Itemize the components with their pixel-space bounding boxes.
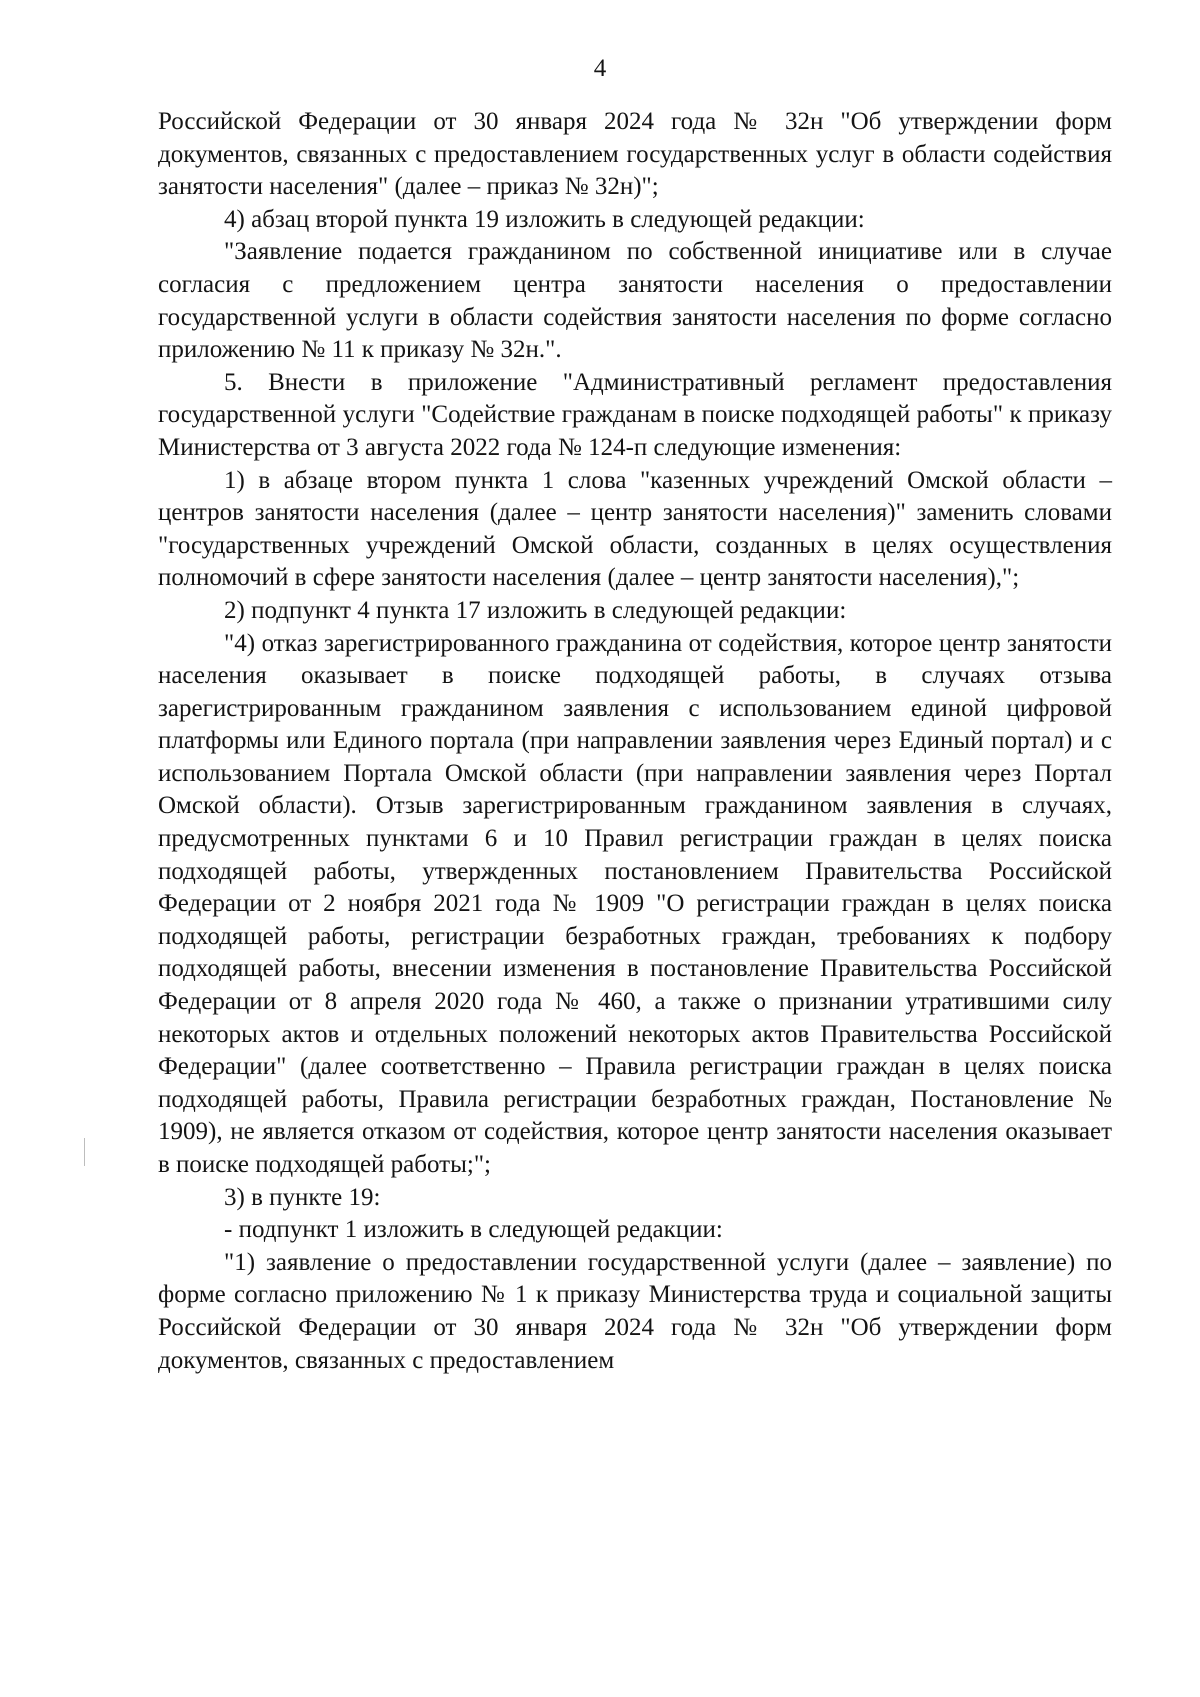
paragraph-quote-refusal: "4) отказ зарегистрированного гражданина от содействия, которое центр занятости населения оказывает в поиске подходящей работы, в случаях отзыва зарегистрированным гражданином заявления с использованием единой цифровой платформы или Единого портала (при направлении заявления через Единый портал) и с использованием Портала Омской области (при направлении заявления через Портал Омской области). Отзыв зарегистрированным гражданином заявления в случаях, предусмотренных пунктами 6 и 10 Правил регистрации граждан в целях поиска подходящей работы, утвержденных постановлением Правительства Российской Федерации от 2 ноября 2021 года № 1909 "О регистрации граждан в целях поиска подходящей работы, регистрации безработных граждан, требованиях к подбору подходящей работы, внесении изменения в постановление Правительства Российской Федерации от 8 апреля 2020 года № 460, а также о признании утратившими силу некоторых актов и отдельных положений некоторых актов Правительства Российской Федерации" (далее соответственно – Правила регистрации граждан в целях поиска подходящей работы, Правила регистрации безработных граждан, Постановление № 1909), не является отказом от содействия, которое центр занятости населения оказывает в поиске подходящей работы;"; bbox=[158, 629, 1112, 1178]
paragraph-item-4: 4) абзац второй пункта 19 изложить в следующей редакции: bbox=[224, 205, 865, 233]
paragraph-quote-application: "Заявление подается гражданином по собственной инициативе или в случае согласия с предложением центра занятости населения о предоставлении государственной услуги в области содействия занятости населения по форме согласно приложению № 11 к приказу № 32н.". bbox=[158, 238, 1112, 364]
paragraph-item-3: 3) в пункте 19: bbox=[224, 1183, 381, 1211]
paragraph-subitem-1: - подпункт 1 изложить в следующей редакции: bbox=[224, 1216, 723, 1244]
paragraph-continuation: Российской Федерации от 30 января 2024 года № 32н "Об утверждении форм документов, связанных с предоставлением государственных услуг в области содействия занятости населения" (далее – приказ № 32н)"; bbox=[158, 108, 1112, 201]
page-number: 4 bbox=[593, 55, 607, 82]
paragraph-item-1: 1) в абзаце втором пункта 1 слова "казенных учреждений Омской области – центров занятости населения (далее – центр занятости населения)" заменить словами "государственных учреждений Омской области, созданных в целях осуществления полномочий в сфере занятости населения (далее – центр занятости населения),"; bbox=[158, 466, 1112, 592]
paragraph-item-2: 2) подпункт 4 пункта 17 изложить в следующей редакции: bbox=[224, 596, 847, 624]
scan-artifact-mark bbox=[84, 1138, 85, 1166]
document-body bbox=[158, 106, 1112, 1377]
paragraph-section-5: 5. Внести в приложение "Административный регламент предоставления государственной услуги "Содействие гражданам в поиске подходящей работы" к приказу Министерства от 3 августа 2022 года № 124-п следующие изменения: bbox=[158, 368, 1112, 461]
paragraph-quote-statement: "1) заявление о предоставлении государственной услуги (далее – заявление) по форме согласно приложению № 1 к приказу Министерства труда и социальной защиты Российской Федерации от 30 января 2024 года № 32н "Об утверждении форм документов, связанных с предоставлением bbox=[158, 1248, 1112, 1374]
